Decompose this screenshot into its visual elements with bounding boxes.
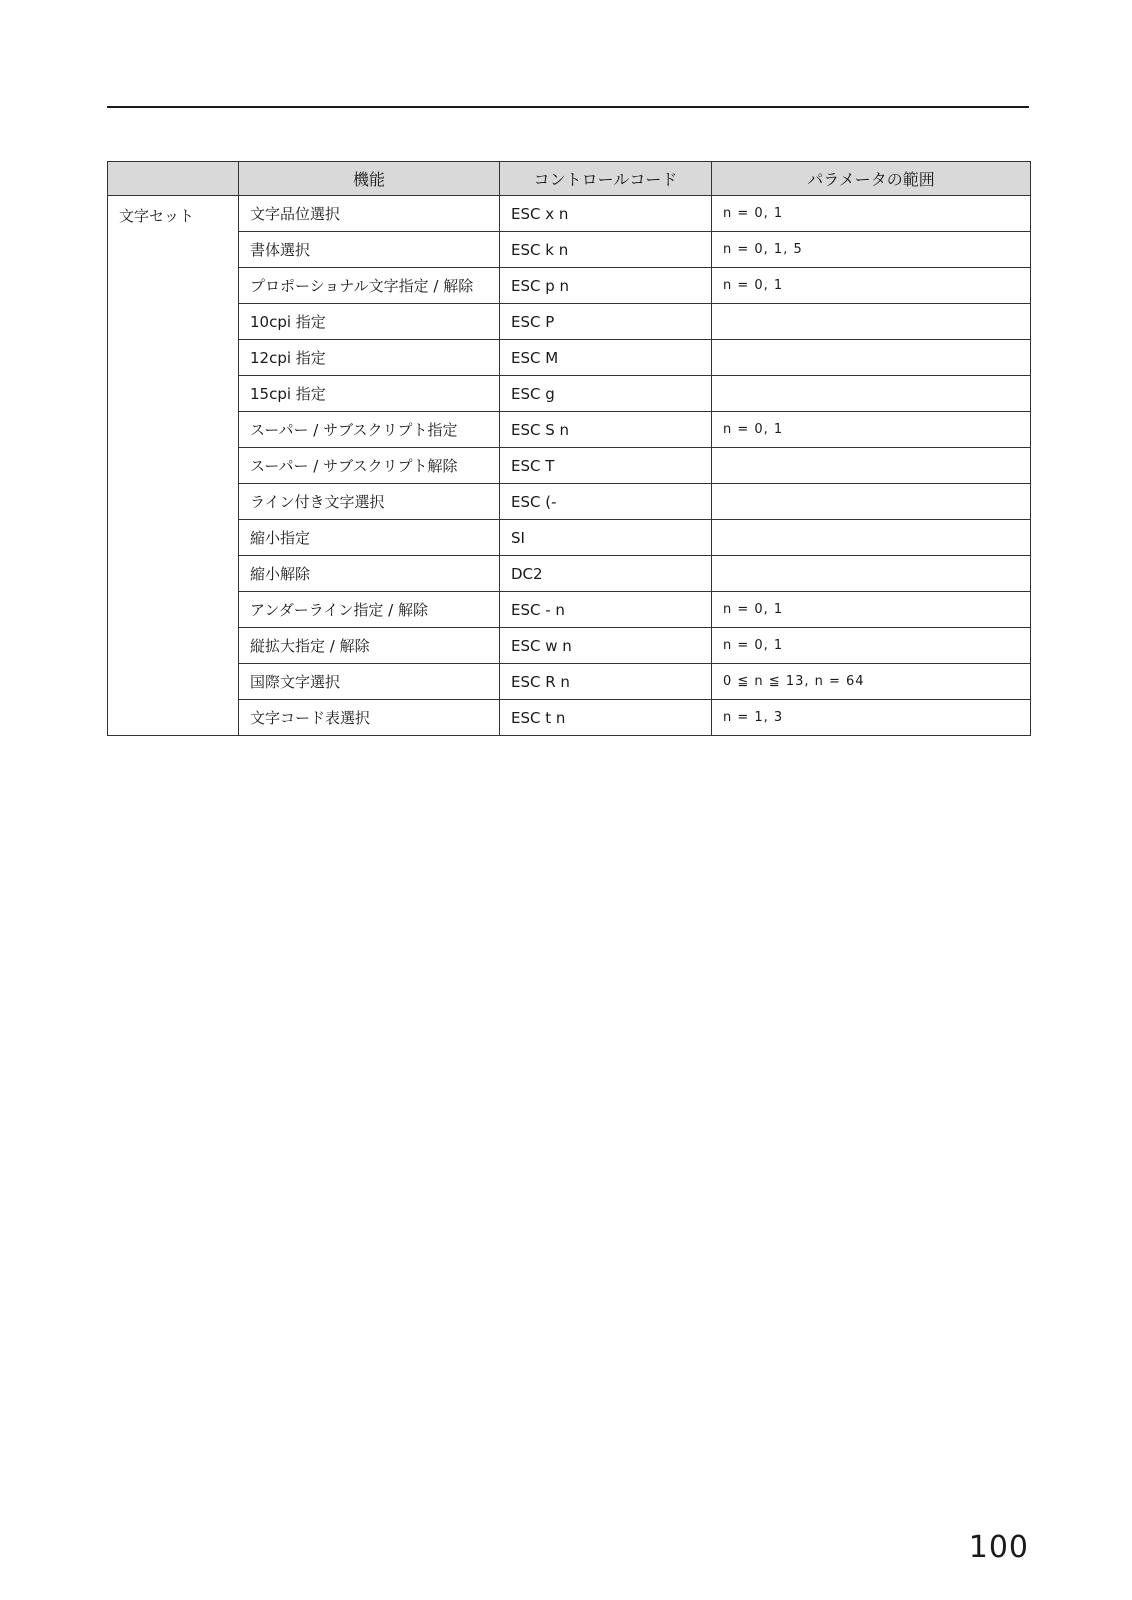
table-header-row <box>108 162 1031 196</box>
control-code-cell: ESC S n <box>500 412 712 448</box>
parameter-cell: n = 0, 1, 5 <box>712 232 1031 268</box>
table-row <box>108 484 1031 520</box>
function-cell: 書体選択 <box>239 232 500 268</box>
page-number: 100 <box>968 1530 1029 1565</box>
table-row <box>108 268 1031 304</box>
parameter-cell <box>712 304 1031 340</box>
function-cell: 15cpi 指定 <box>239 376 500 412</box>
function-cell: 文字品位選択 <box>239 196 500 232</box>
function-cell: 10cpi 指定 <box>239 304 500 340</box>
table-row <box>108 232 1031 268</box>
parameter-cell <box>712 556 1031 592</box>
control-code-cell: ESC w n <box>500 628 712 664</box>
control-code-cell: ESC P <box>500 304 712 340</box>
control-code-cell: DC2 <box>500 556 712 592</box>
parameter-cell: n = 0, 1 <box>712 268 1031 304</box>
header-rule <box>107 106 1029 108</box>
control-code-cell: ESC x n <box>500 196 712 232</box>
parameter-cell: n = 0, 1 <box>712 628 1031 664</box>
category-cell: 文字セット <box>108 196 239 736</box>
table-row <box>108 520 1031 556</box>
parameter-cell: n = 0, 1 <box>712 412 1031 448</box>
parameter-cell: n = 1, 3 <box>712 700 1031 736</box>
header-control-code: コントロールコード <box>500 162 712 196</box>
function-cell: プロポーショナル文字指定 / 解除 <box>239 268 500 304</box>
table-row <box>108 664 1031 700</box>
table-row <box>108 376 1031 412</box>
parameter-cell <box>712 520 1031 556</box>
control-code-cell: ESC T <box>500 448 712 484</box>
parameter-cell <box>712 340 1031 376</box>
header-function: 機能 <box>239 162 500 196</box>
control-code-cell: ESC M <box>500 340 712 376</box>
table-row <box>108 304 1031 340</box>
control-code-table <box>107 161 1031 736</box>
table-row <box>108 340 1031 376</box>
table-row <box>108 700 1031 736</box>
function-cell: 文字コード表選択 <box>239 700 500 736</box>
control-code-cell: ESC R n <box>500 664 712 700</box>
function-cell: 縮小指定 <box>239 520 500 556</box>
table-row <box>108 628 1031 664</box>
parameter-cell <box>712 484 1031 520</box>
function-cell: 縮小解除 <box>239 556 500 592</box>
function-cell: 縦拡大指定 / 解除 <box>239 628 500 664</box>
control-code-cell: ESC g <box>500 376 712 412</box>
function-cell: アンダーライン指定 / 解除 <box>239 592 500 628</box>
header-category <box>108 162 239 196</box>
table-row <box>108 592 1031 628</box>
table-row <box>108 448 1031 484</box>
table-row <box>108 196 1031 232</box>
parameter-cell <box>712 448 1031 484</box>
function-cell: スーパー / サブスクリプト解除 <box>239 448 500 484</box>
control-code-cell: SI <box>500 520 712 556</box>
table-row <box>108 412 1031 448</box>
function-cell: 12cpi 指定 <box>239 340 500 376</box>
parameter-cell: n = 0, 1 <box>712 196 1031 232</box>
parameter-cell: 0 ≦ n ≦ 13, n = 64 <box>712 664 1031 700</box>
control-code-cell: ESC (- <box>500 484 712 520</box>
parameter-cell: n = 0, 1 <box>712 592 1031 628</box>
function-cell: 国際文字選択 <box>239 664 500 700</box>
parameter-cell <box>712 376 1031 412</box>
function-cell: スーパー / サブスクリプト指定 <box>239 412 500 448</box>
control-code-cell: ESC k n <box>500 232 712 268</box>
header-parameter-range: パラメータの範囲 <box>712 162 1031 196</box>
control-code-cell: ESC t n <box>500 700 712 736</box>
table-row <box>108 556 1031 592</box>
function-cell: ライン付き文字選択 <box>239 484 500 520</box>
control-code-cell: ESC p n <box>500 268 712 304</box>
control-code-cell: ESC - n <box>500 592 712 628</box>
